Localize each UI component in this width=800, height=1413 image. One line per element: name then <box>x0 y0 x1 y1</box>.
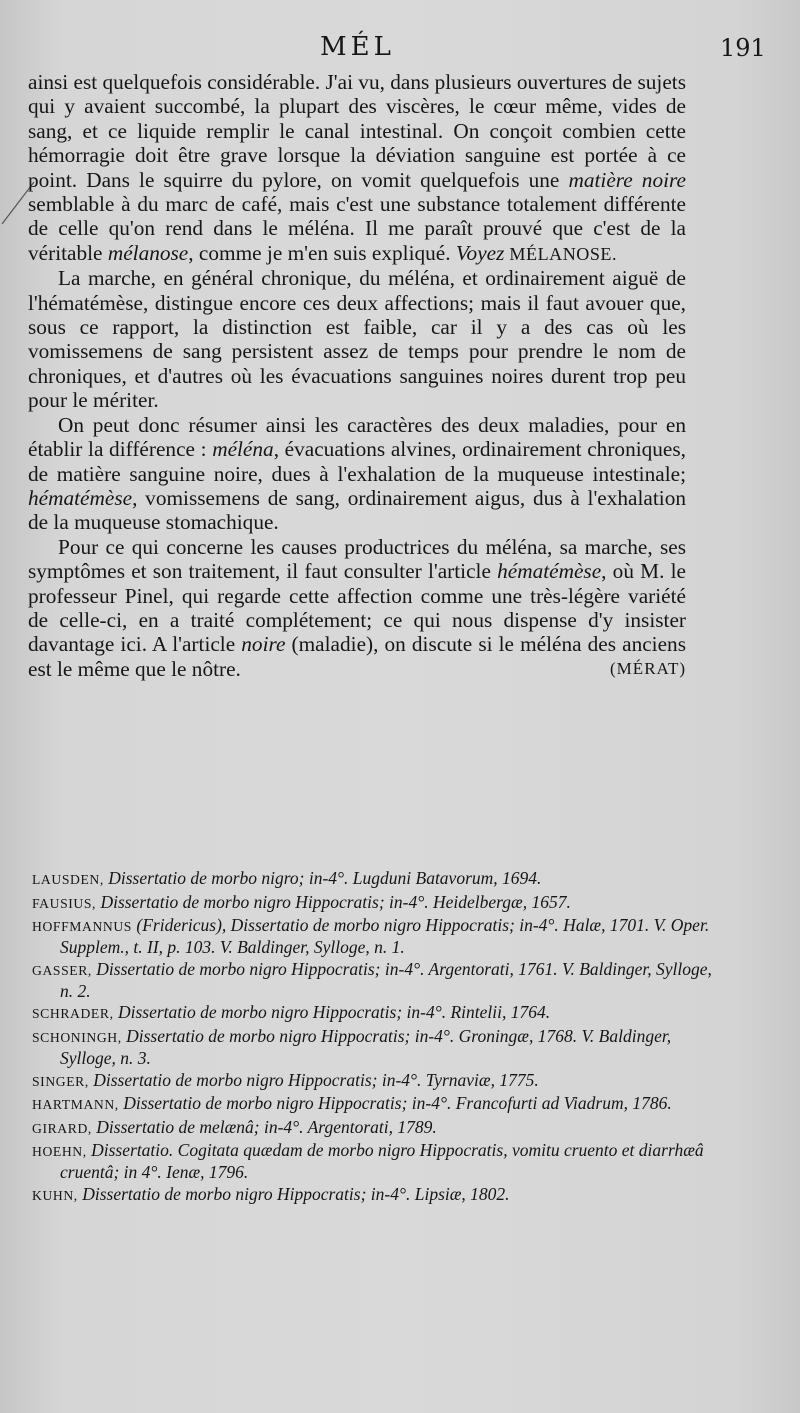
text-run: , évacuations alvines, ordinairement chroniques, de matière sanguine noire, dues à l'exhalation de la muqueuse intestinale; <box>28 437 686 486</box>
cross-reference: MÉLANOSE. <box>504 243 617 264</box>
text-run: Pour ce qui concerne les causes productrices du méléna, sa marche, ses symptômes et son traitement, il faut consulter l'article <box>28 534 686 584</box>
bibliography-entry <box>32 959 712 1001</box>
text-run: On peut donc résumer ainsi les caractères des deux maladies, pour en établir la différence : <box>28 412 686 462</box>
bibliography-citation: Dissertatio de morbo nigro Hippocratis; in-4°. Tyrnaviæ, 1775. <box>88 1069 539 1090</box>
bibliography-citation: Dissertatio de morbo nigro Hippocratis; in-4°. Groningæ, 1768. V. Baldinger, Sylloge, n. 3. <box>60 1025 672 1068</box>
paragraph <box>28 70 686 266</box>
bibliography-entry <box>32 1026 712 1068</box>
text-run: , où M. le professeur Pinel, qui regarde cette affection comme une très-légère variété de celle-ci, en a traité complétement; ce qui nous dispense d'y insister davantage ici. A l'article <box>28 559 686 657</box>
bibliography-entry <box>32 892 712 914</box>
text-run: , comme je m'en suis expliqué. <box>188 240 456 265</box>
paragraph: La marche, en général chronique, du méléna, et ordinairement aiguë de l'hématémèse, distingue encore ces deux affections; mais il faut avouer que, sous ce rapport, la distinction est faible, car il y a des cas où les vomissemens de sang persistent assez de temps pour prendre le nom de chroniques, et d'autres où les évacuations sanguines noires durent trop peu pour le mériter. <box>28 266 686 413</box>
italic-term: méléna <box>212 437 274 462</box>
bibliography-entry <box>32 868 712 890</box>
bibliography-citation: Dissertatio de morbo nigro Hippocratis; in-4°. Lipsiæ, 1802. <box>77 1183 510 1204</box>
bibliography-author: LAUSDEN, <box>32 872 104 887</box>
paragraph <box>28 535 686 681</box>
bibliography-author: SCHRADER, <box>32 1006 114 1022</box>
bibliography-author: GASSER, <box>32 962 92 978</box>
italic-term: noire <box>241 632 286 657</box>
bibliography <box>32 868 712 1208</box>
text-run: (maladie), on discute si le méléna des anciens est le même que le nôtre. <box>28 632 686 681</box>
bibliography-author: KUHN, <box>32 1187 78 1203</box>
italic-term: hématémèse <box>497 559 602 584</box>
page-number: 191 <box>720 34 766 62</box>
bibliography-author: GIRARD, <box>32 1120 92 1136</box>
paragraph <box>28 413 686 535</box>
italic-term: Voyez <box>455 240 505 265</box>
text-run: semblable à du marc de café, mais c'est une substance totalement différente de celle qu'on rend dans le méléna. Il me paraît prouvé que c'est de la véritable <box>28 192 686 265</box>
bibliography-entry <box>32 1117 712 1139</box>
page-header <box>0 32 800 68</box>
bibliography-citation: (Fridericus), Dissertatio de morbo nigro Hippocratis; in-4°. Halæ, 1701. V. Oper. Supplem., t. II, p. 103. V. Baldinger, Sylloge, n. 1. <box>60 915 710 958</box>
bibliography-citation: Dissertatio de melænâ; in-4°. Argentorati, 1789. <box>91 1116 437 1137</box>
italic-term: hématémèse <box>28 485 133 510</box>
bibliography-entry <box>32 1184 712 1206</box>
bibliography-entry <box>32 1093 712 1115</box>
bibliography-author: SCHONINGH, <box>32 1029 122 1045</box>
bibliography-citation: Dissertatio de morbo nigro Hippocratis; in-4°. Argentorati, 1761. V. Baldinger, Sylloge, n. 2. <box>60 958 712 1001</box>
bibliography-author: HARTMANN, <box>32 1097 119 1113</box>
bibliography-citation: Dissertatio de morbo nigro Hippocratis; in-4°. Heidelbergæ, 1657. <box>96 891 571 912</box>
bibliography-entry <box>32 1140 712 1182</box>
main-text <box>28 70 686 681</box>
bibliography-author: HOFFMANNUS <box>32 919 132 935</box>
italic-term: matière noire <box>568 167 686 192</box>
bibliography-author: FAUSIUS, <box>32 895 97 911</box>
bibliography-entry <box>32 1070 712 1092</box>
italic-term: mélanose <box>107 240 189 265</box>
running-head: MÉL <box>320 32 395 62</box>
bibliography-citation: Dissertatio de morbo nigro; in-4°. Lugduni Batavorum, 1694. <box>103 868 542 888</box>
bibliography-citation: Dissertatio de morbo nigro Hippocratis; in-4°. Rintelii, 1764. <box>113 1002 551 1023</box>
bibliography-entry <box>32 915 712 957</box>
text-run: ainsi est quelquefois considérable. J'ai vu, dans plusieurs ouvertures de sujets qui y avaient succombé, la plupart des viscères, le cœur même, vides de sang, et ce liquide remplir le canal intestinal. On conçoit combien cette hémorragie doit être grave lorsque la déviation sanguine est portée à ce point. Dans le squirre du pylore, on vomit quelquefois une <box>28 70 686 192</box>
bibliography-citation: Dissertatio. Cogitata quædam de morbo nigro Hippocratis, vomitu cruento et diarrhæâ cruentâ; in 4°. Ienæ, 1796. <box>60 1140 704 1183</box>
bibliography-author: SINGER, <box>32 1073 89 1089</box>
bibliography-author: HOEHN, <box>32 1144 87 1160</box>
bibliography-citation: Dissertatio de morbo nigro Hippocratis; in-4°. Francofurti ad Viadrum, 1786. <box>118 1093 672 1114</box>
text-run: , vomissemens de sang, ordinairement aigus, dus à l'exhalation de la muqueuse stomachique. <box>28 485 686 535</box>
author-signature: (MÉRAT) <box>610 658 686 678</box>
bibliography-entry <box>32 1002 712 1024</box>
